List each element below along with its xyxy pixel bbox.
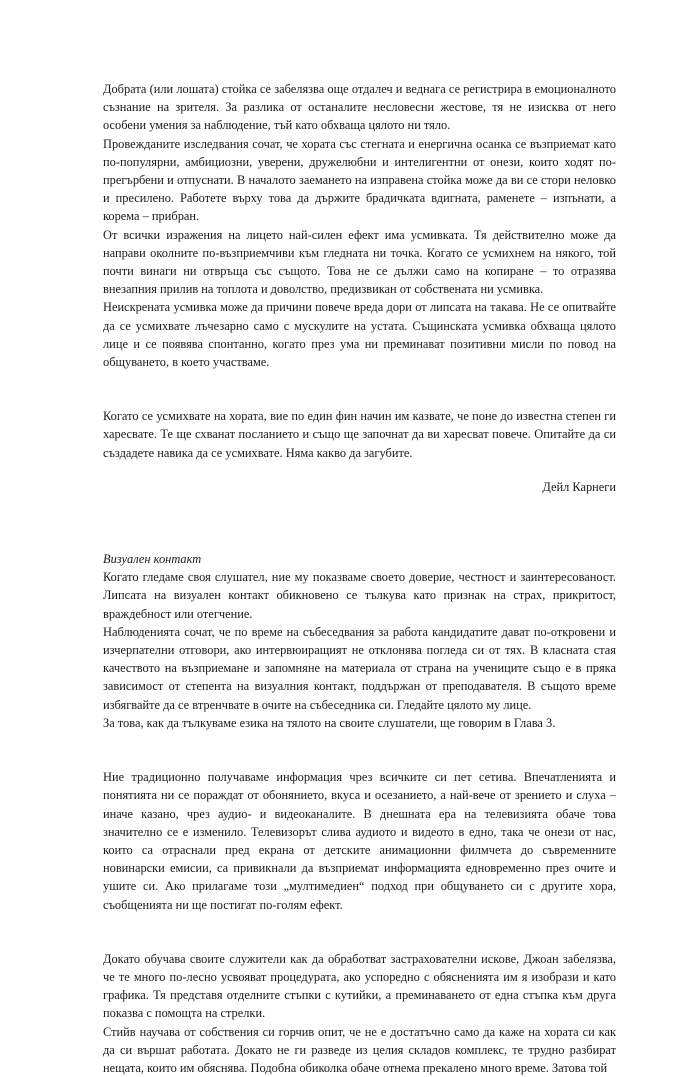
quote-text: Когато се усмихвате на хората, вие по един фин начин им казвате, че поне до известна степен ги харесвате. Те ще схванат посланието и също ще започнат да ви харесват повече. Опитайте да си създадете навика да се усмихвате. Няма какво да загубите. <box>103 409 616 460</box>
paragraph: Стийв научава от собствения си горчив опит, че не е достатъчно само да каже на хората си как да си вършат работата. Докато не ги разведе из целия складов комплекс, те трудно разбират нещата, които им обяснява. Подобна обиколка обаче отнема прекалено много време. Затова той <box>103 1024 616 1075</box>
paragraph: Докато обучава своите служители как да обработват застрахователни искове, Джоан забелязва, че те много по-лесно усвояват процедурата, ако успоредно с обясненията им я изобрази и като графика. Тя представя отделните стъпки с кутийки, а преминаването от една стъпка към друга показва с помощта на стрелки. <box>103 951 616 1021</box>
paragraph: Провежданите изследвания сочат, че хората със стегната и енергична осанка се възприемат като по-популярни, амбициозни, уверени, дружелюбни и интелигентни от онези, които ходят по-прегърбени и отпуснати. В началото заемането на изправена стойка може да ви се стори неловко и пресилено. Работете върху това да държите брадичката вдигната, раменете – изпънати, а корема – прибран. <box>103 136 616 224</box>
examples-section <box>103 950 616 1077</box>
section-heading: Визуален контакт <box>103 552 202 567</box>
paragraph: Когато гледаме своя слушател, ние му показваме своето доверие, честност и заинтересованост. Липсата на визуален контакт обикновено се тълкува като признак на страх, прикритост, враждебност или отегчение. <box>103 570 616 621</box>
visual-contact-section <box>103 550 616 732</box>
paragraph: Неискрената усмивка може да причини повече вреда дори от липсата на такава. Не се опитвайте да се усмихвате лъчезарно само с мускулите на устата. Същинската усмивка обхваща цялото лице и се появява спонтанно, когато през ума ни преминават позитивни мисли по повод на общуването, в което участваме. <box>103 300 616 370</box>
quote-author: Дейл Карнеги <box>542 479 616 494</box>
paragraph: От всички изражения на лицето най-силен ефект има усмивката. Тя действително може да направи околните по-възприемчиви към гледната ни точка. Когато се усмихнем на някого, той почти винаги ни отвръща със същото. Това не се дължи само на копиране – то отразява внезапния прилив на топлота и доволство, предизвикан от собствената ни усмивка. <box>103 227 616 297</box>
paragraph: Наблюденията сочат, че по време на събеседвания за работа кандидатите дават по-откровени и изчерпателни отговори, ако интервюиращият не отклонява погледа си от тях. В класната стая качеството на възприемане и запомняне на материала от страна на учениците също е в пряка зависимост от степента на визуалния контакт, поддържан от преподавателя. В същото време избягвайте да се втренчвате в очите на събеседника си. Гледайте цялото му лице. <box>103 624 616 712</box>
senses-section <box>103 768 616 914</box>
document-page <box>103 80 616 1077</box>
quote-block <box>103 407 616 496</box>
paragraph: Ние традиционно получаваме информация чрез всичките си пет сетива. Впечатленията и понятията ни се пораждат от обонянието, вкуса и осезанието, а най-вече от зрението и слуха – иначе казано, чрез аудио- и видеоканалите. В днешната ера на телевизията обаче това значително се е изменило. Телевизорът слива аудиото и видеото в едно, така че онези от нас, които са отраснали пред екрана от детските анимационни филмчета до съвременните новинарски емисии, са привикнали да възприемат информацията едновременно през очите и ушите си. Ако прилагаме този „мултимедиен“ подход при общуването си с другите хора, съобщенията ни ще постигат по-голям ефект. <box>103 770 616 912</box>
paragraph: За това, как да тълкуваме езика на тялото на своите слушатели, ще говорим в Глава 3. <box>103 715 556 730</box>
paragraph: Добрата (или лошата) стойка се забелязва още отдалеч и веднага се регистрира в емоционалното съзнание на зрителя. За разлика от останалите несловесни жестове, тя не изисква от него особени умения за наблюдение, тъй като обхваща цялото ни тяло. <box>103 82 616 133</box>
posture-and-smile-section <box>103 80 616 371</box>
